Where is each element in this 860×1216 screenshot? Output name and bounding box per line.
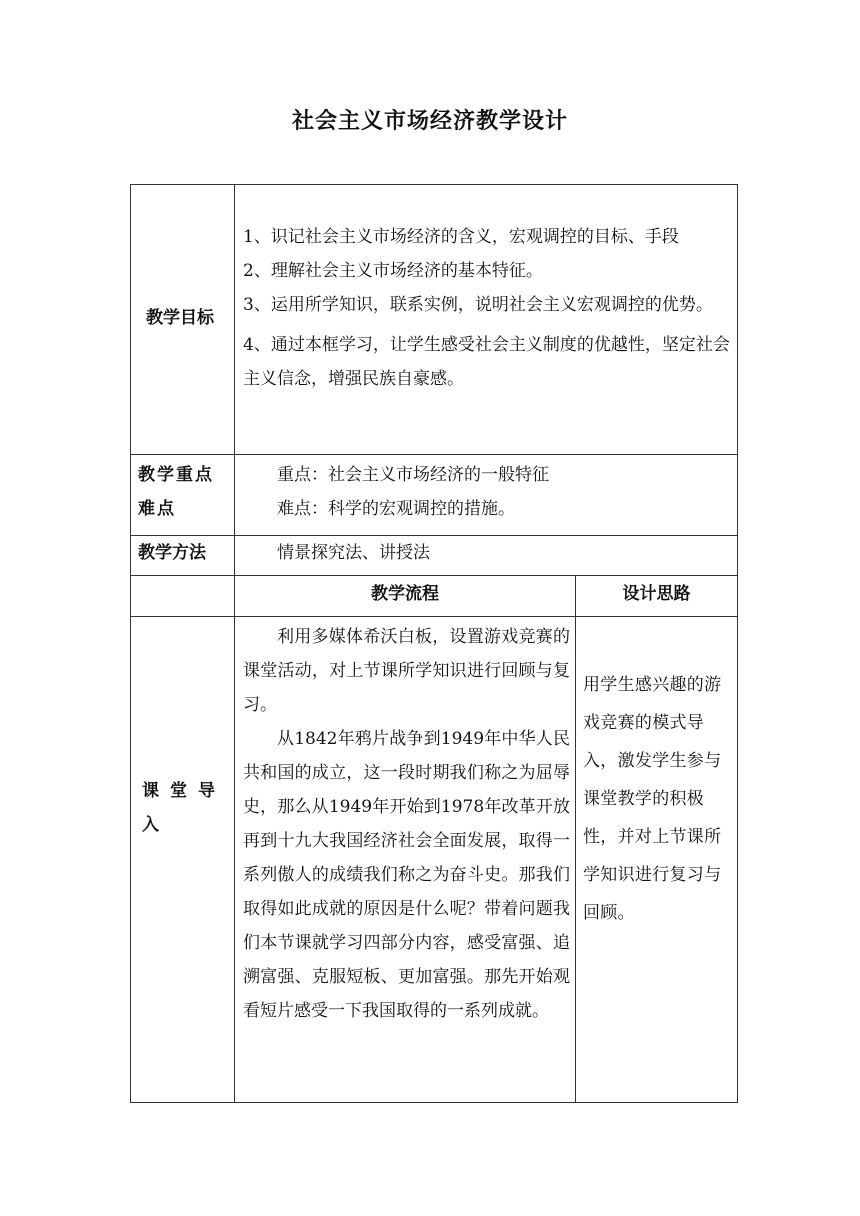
key-points-label: 教学重点难点 (138, 465, 214, 519)
intro-content (243, 620, 570, 1028)
key-points-content (243, 458, 731, 526)
goal-item: 3、运用所学知识，联系实例，说明社会主义宏观调控的优势。 (243, 295, 713, 315)
key-focus: 重点：社会主义市场经济的一般特征 (277, 465, 549, 485)
goals-label: 教学目标 (146, 308, 214, 328)
intro-paragraph: 利用多媒体希沃白板，设置游戏竞赛的课堂活动，对上节课所学知识进行回顾与复习。 (243, 627, 570, 715)
method-value: 情景探究法、讲授法 (277, 543, 430, 563)
table-border-bottom (130, 1102, 738, 1103)
row-divider-1 (130, 454, 738, 455)
table-border-right (737, 184, 738, 1103)
table-border-left (130, 184, 131, 1103)
method-label: 教学方法 (138, 543, 206, 563)
table-border-top (130, 184, 738, 185)
document-title: 社会主义市场经济教学设计 (291, 109, 568, 134)
intro-label: 课堂导入 (142, 781, 226, 835)
key-difficulty: 难点：科学的宏观调控的措施。 (277, 499, 515, 519)
goal-item: 1、识记社会主义市场经济的含义，宏观调控的目标、手段 (243, 227, 679, 247)
goals-content (243, 220, 731, 396)
design-idea-header: 设计思路 (622, 584, 691, 604)
intro-design-note: 用学生感兴趣的游戏竞赛的模式导入，激发学生参与课堂教学的积极性，并对上节课所学知识进行复习与回顾。 (583, 675, 722, 923)
goal-item: 4、通过本框学习，让学生感受社会主义制度的优越性，坚定社会主义信念，增强民族自豪感。 (243, 335, 730, 389)
row-divider-3 (130, 575, 738, 576)
table-divider-design (575, 575, 576, 1103)
process-flow-header: 教学流程 (371, 584, 439, 604)
row-divider-4 (130, 616, 738, 617)
intro-paragraph: 从1842年鸦片战争到1949年中华人民共和国的成立，这一段时期我们称之为屈辱史，那么从1949年开始到1978年改革开放再到十九大我国经济社会全面发展，取得一系列傲人的成绩我们称之为奋斗史。那我们取得如此成就的原因是什么呢？带着问题我们本节课就学习四部分内容，感受富强、追溯富强、克服短板、更加富强。那先开始观看短片感受一下我国取得的一系列成就。 (243, 729, 570, 1021)
lesson-plan-table (130, 184, 738, 1103)
goal-item: 2、理解社会主义市场经济的基本特征。 (243, 261, 543, 281)
method-content (243, 536, 731, 570)
